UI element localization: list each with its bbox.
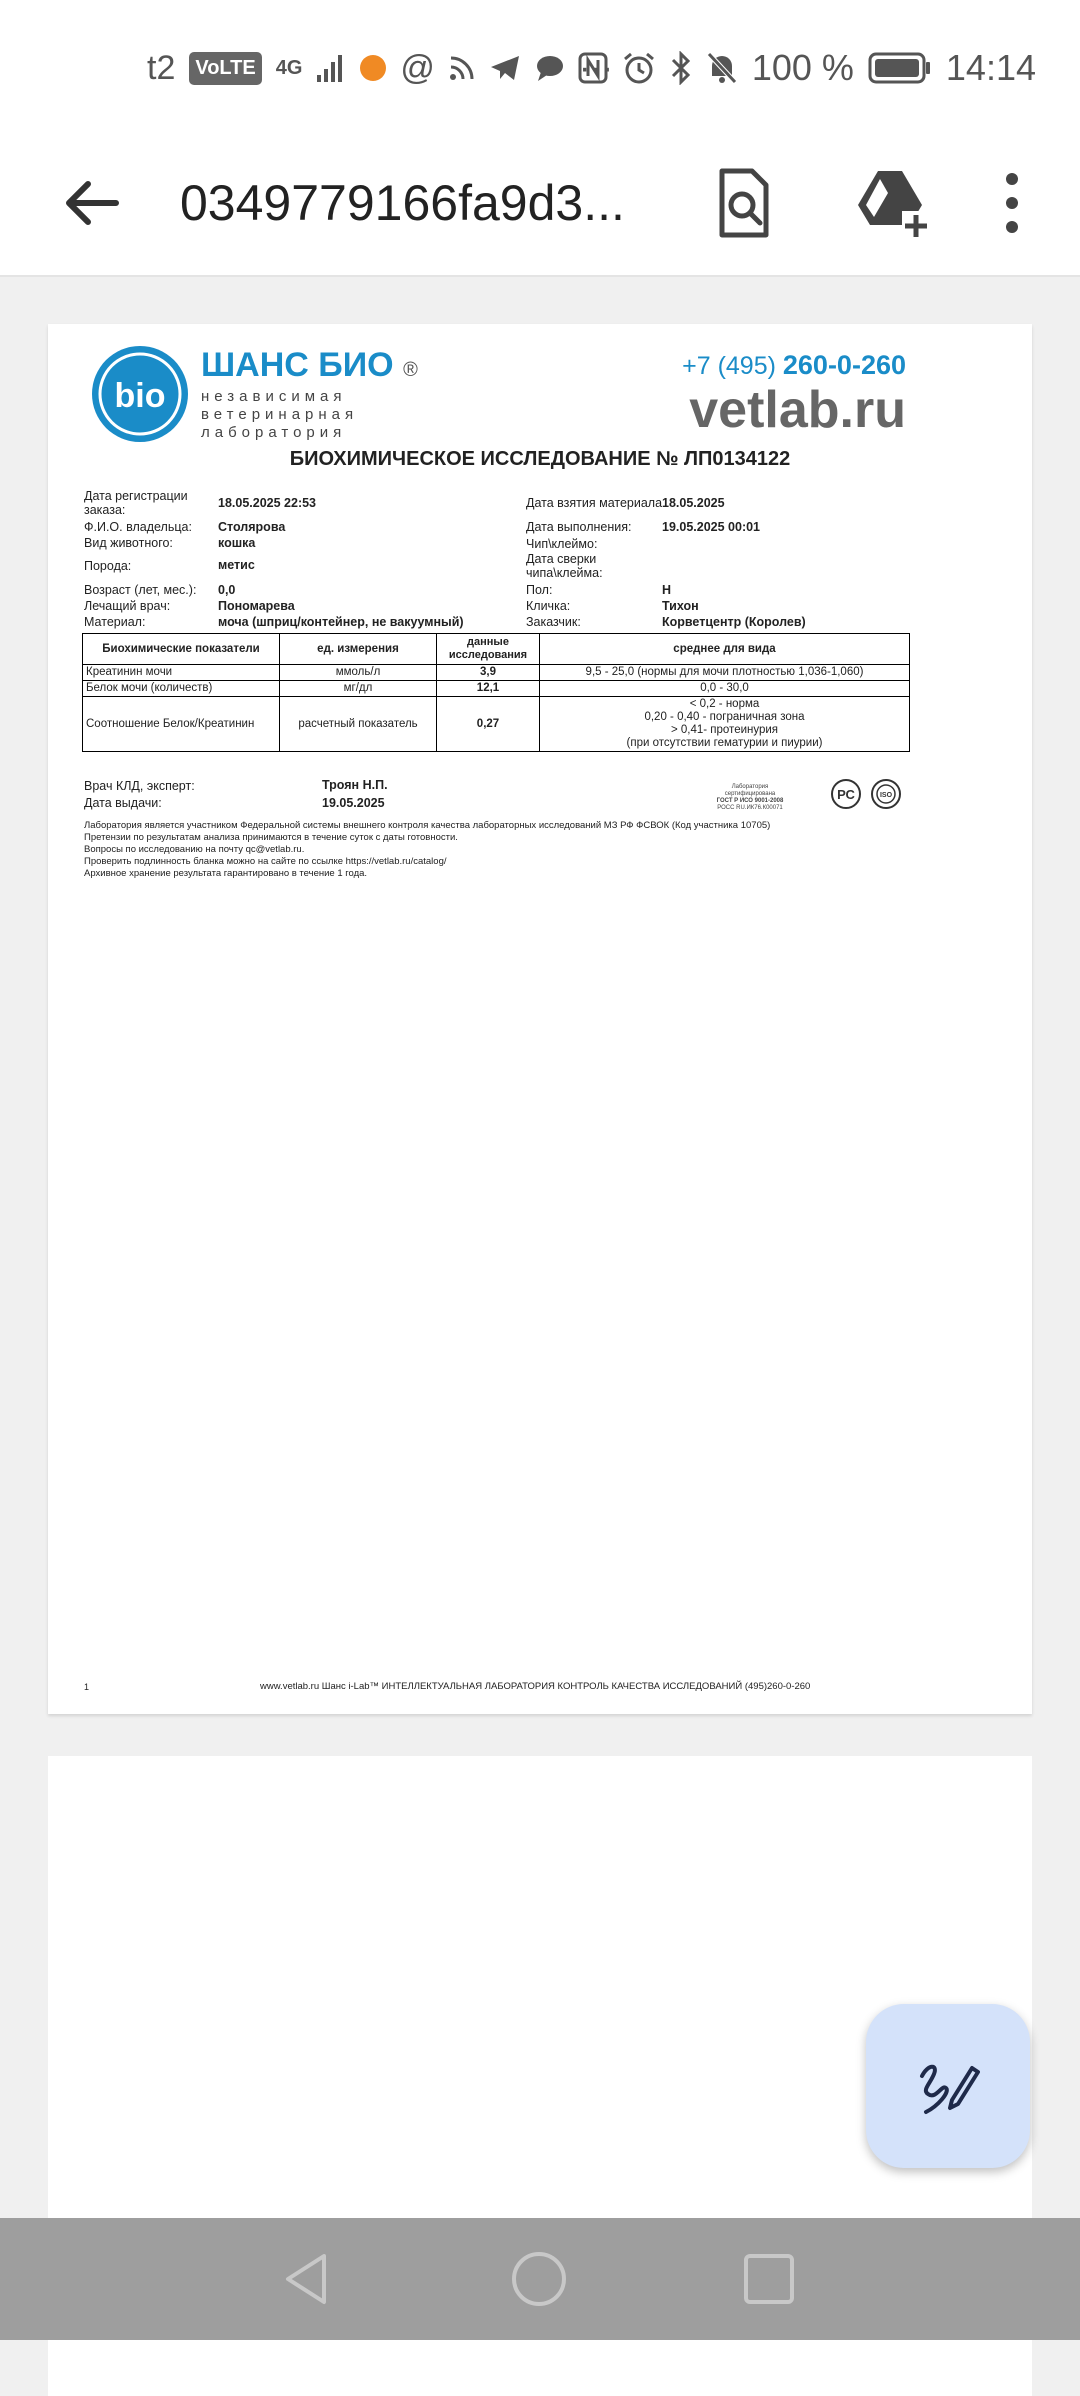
table-header: среднее для вида: [540, 634, 910, 665]
row-ref: 9,5 - 25,0 (нормы для мочи плотностью 1,036-1,060): [540, 665, 910, 681]
row-value: 0,27: [437, 697, 540, 752]
owner: Столярова: [218, 520, 286, 534]
iso-cert-icon: [870, 778, 902, 810]
sex: Н: [662, 583, 672, 597]
brand-subtitle: независимая ветеринарная лаборатория: [201, 388, 359, 441]
results-table: [82, 633, 910, 752]
app-bar: [0, 135, 1080, 277]
table-header: данные исследования: [437, 634, 540, 665]
back-arrow-icon[interactable]: [54, 165, 130, 241]
table-header-row: [83, 634, 910, 665]
status-bar: [0, 0, 1080, 135]
reg-date: 18.05.2025 22:53: [218, 496, 317, 510]
sex-label: Пол:: [526, 583, 553, 597]
chat-icon: [535, 54, 565, 82]
table-header: ед. измерения: [280, 634, 437, 665]
lab-phone: +7 (495) 260-0-260: [682, 350, 906, 380]
signal-icon: [316, 53, 346, 83]
doctor: Пономарева: [218, 599, 295, 613]
customer-label: Заказчик:: [526, 615, 581, 629]
pdf-page-1: [48, 324, 1032, 1714]
mute-icon: [706, 51, 738, 85]
issue-date: 19.05.2025: [322, 796, 385, 810]
breed: метис: [218, 558, 255, 572]
brand-name: ШАНС БИО ®: [201, 346, 418, 384]
material-label: Материал:: [84, 615, 146, 629]
edit-sign-icon: [916, 2054, 980, 2118]
nav-recents-icon[interactable]: [738, 2248, 800, 2310]
table-row: [83, 681, 910, 697]
bluetooth-icon: [670, 51, 692, 85]
svg-text:РС: РС: [837, 787, 855, 802]
system-nav-bar: [0, 2218, 1080, 2340]
nickname: Тихон: [662, 599, 699, 613]
status-right: [578, 46, 1036, 90]
age: 0,0: [218, 583, 236, 597]
search-document-icon[interactable]: [704, 163, 784, 243]
note-line: Архивное хранение результата гарантировано в течение 1 года.: [84, 868, 368, 879]
breed-label: Порода:: [84, 559, 132, 573]
alarm-icon: [622, 51, 656, 85]
telegram-icon: [489, 54, 521, 82]
note-line: Проверить подлинность бланка можно на сайте по ссылке https://vetlab.ru/catalog/: [84, 856, 447, 867]
doctor-label: Лечащий врач:: [84, 599, 171, 613]
expert-label: Врач КЛД, эксперт:: [84, 779, 195, 793]
row-value: 12,1: [437, 681, 540, 697]
table-header: Биохимические показатели: [83, 634, 280, 665]
note-line: Претензии по результатам анализа принимаются в течение суток с даты готовности.: [84, 832, 458, 843]
species: кошка: [218, 536, 256, 550]
chip-check-label: Дата сверки чипа\клейма:: [526, 552, 603, 580]
row-name: Креатинин мочи: [83, 665, 280, 681]
species-label: Вид животного:: [84, 536, 173, 550]
table-row: [83, 697, 910, 752]
battery-icon: [868, 52, 932, 84]
carrier-label: t2: [147, 48, 176, 87]
row-value: 3,9: [437, 665, 540, 681]
done-date-label: Дата выполнения:: [526, 520, 632, 534]
more-notifications: ···: [578, 48, 613, 87]
status-left: [147, 46, 613, 90]
lab-website: vetlab.ru: [689, 381, 906, 439]
at-icon: @: [400, 48, 435, 87]
row-name: Белок мочи (количеств): [83, 681, 280, 697]
material: моча (шприц/контейнер, не вакуумный): [218, 615, 464, 629]
sample-date: 18.05.2025: [662, 496, 725, 510]
battery-percent: 100 %: [751, 47, 854, 88]
document-heading: БИОХИМИЧЕСКОЕ ИССЛЕДОВАНИЕ № ЛП0134122: [289, 448, 791, 470]
table-row: [83, 665, 910, 681]
network-type: 4G: [275, 57, 303, 79]
nickname-label: Кличка:: [526, 599, 571, 613]
shans-bio-logo: [90, 344, 190, 444]
expert: Троян Н.П.: [322, 778, 388, 792]
nav-back-icon[interactable]: [276, 2248, 338, 2310]
sample-date-label: Дата взятия материала: [526, 496, 663, 510]
edit-sign-button[interactable]: [866, 2004, 1030, 2168]
done-date: 19.05.2025 00:01: [662, 520, 761, 534]
nfc-icon: [578, 52, 608, 84]
row-unit: ммоль/л: [280, 665, 437, 681]
row-ref: < 0,2 - норма 0,20 - 0,40 - пограничная зона > 0,41- протеинурия (при отсутствии гематурии и пиурии): [540, 697, 910, 752]
customer: Корветцентр (Королев): [662, 615, 806, 629]
rst-cert-icon: [830, 778, 862, 810]
age-label: Возраст (лет, мес.):: [84, 583, 197, 597]
rss-icon: [449, 55, 475, 81]
svg-text:bio: bio: [114, 377, 166, 415]
note-line: Лаборатория является участником Федеральной системы внешнего контроля качества лабораторных исследований МЗ РФ ФСВОК (Код участника 10705): [84, 820, 771, 831]
note-line: Вопросы по исследованию на почту qc@vetlab.ru.: [84, 844, 305, 855]
app-notification-icon: [360, 55, 386, 81]
clock: 14:14: [945, 47, 1036, 88]
page-number: 1: [84, 1682, 90, 1692]
svg-text:ISO: ISO: [879, 792, 893, 799]
volte-badge: VoLTE: [189, 52, 261, 85]
owner-label: Ф.И.О. владельца:: [84, 520, 192, 534]
certification-text: Лаборатория сертифицирована ГОСТ Р ИСО 9001-2008 РОСС RU.ИК76.К00071: [716, 784, 784, 811]
chip-label: Чип\клеймо:: [526, 537, 598, 551]
row-ref: 0,0 - 30,0: [540, 681, 910, 697]
drive-add-icon[interactable]: [850, 163, 930, 243]
page-footer: www.vetlab.ru Шанс i-Lab™ ИНТЕЛЛЕКТУАЛЬНАЯ ЛАБОРАТОРИЯ КОНТРОЛЬ КАЧЕСТВА ИССЛЕДОВАНИЙ (495)260-0-260: [260, 1681, 811, 1692]
document-title: 0349779166fa9d3...: [180, 175, 625, 231]
nav-home-icon[interactable]: [508, 2248, 570, 2310]
row-name: Соотношение Белок/Креатинин: [83, 697, 280, 752]
row-unit: мг/дл: [280, 681, 437, 697]
reg-date-label: Дата регистрации заказа:: [84, 489, 188, 517]
issue-date-label: Дата выдачи:: [84, 796, 162, 810]
row-unit: расчетный показатель: [280, 697, 437, 752]
more-vert-icon[interactable]: [972, 163, 1052, 243]
